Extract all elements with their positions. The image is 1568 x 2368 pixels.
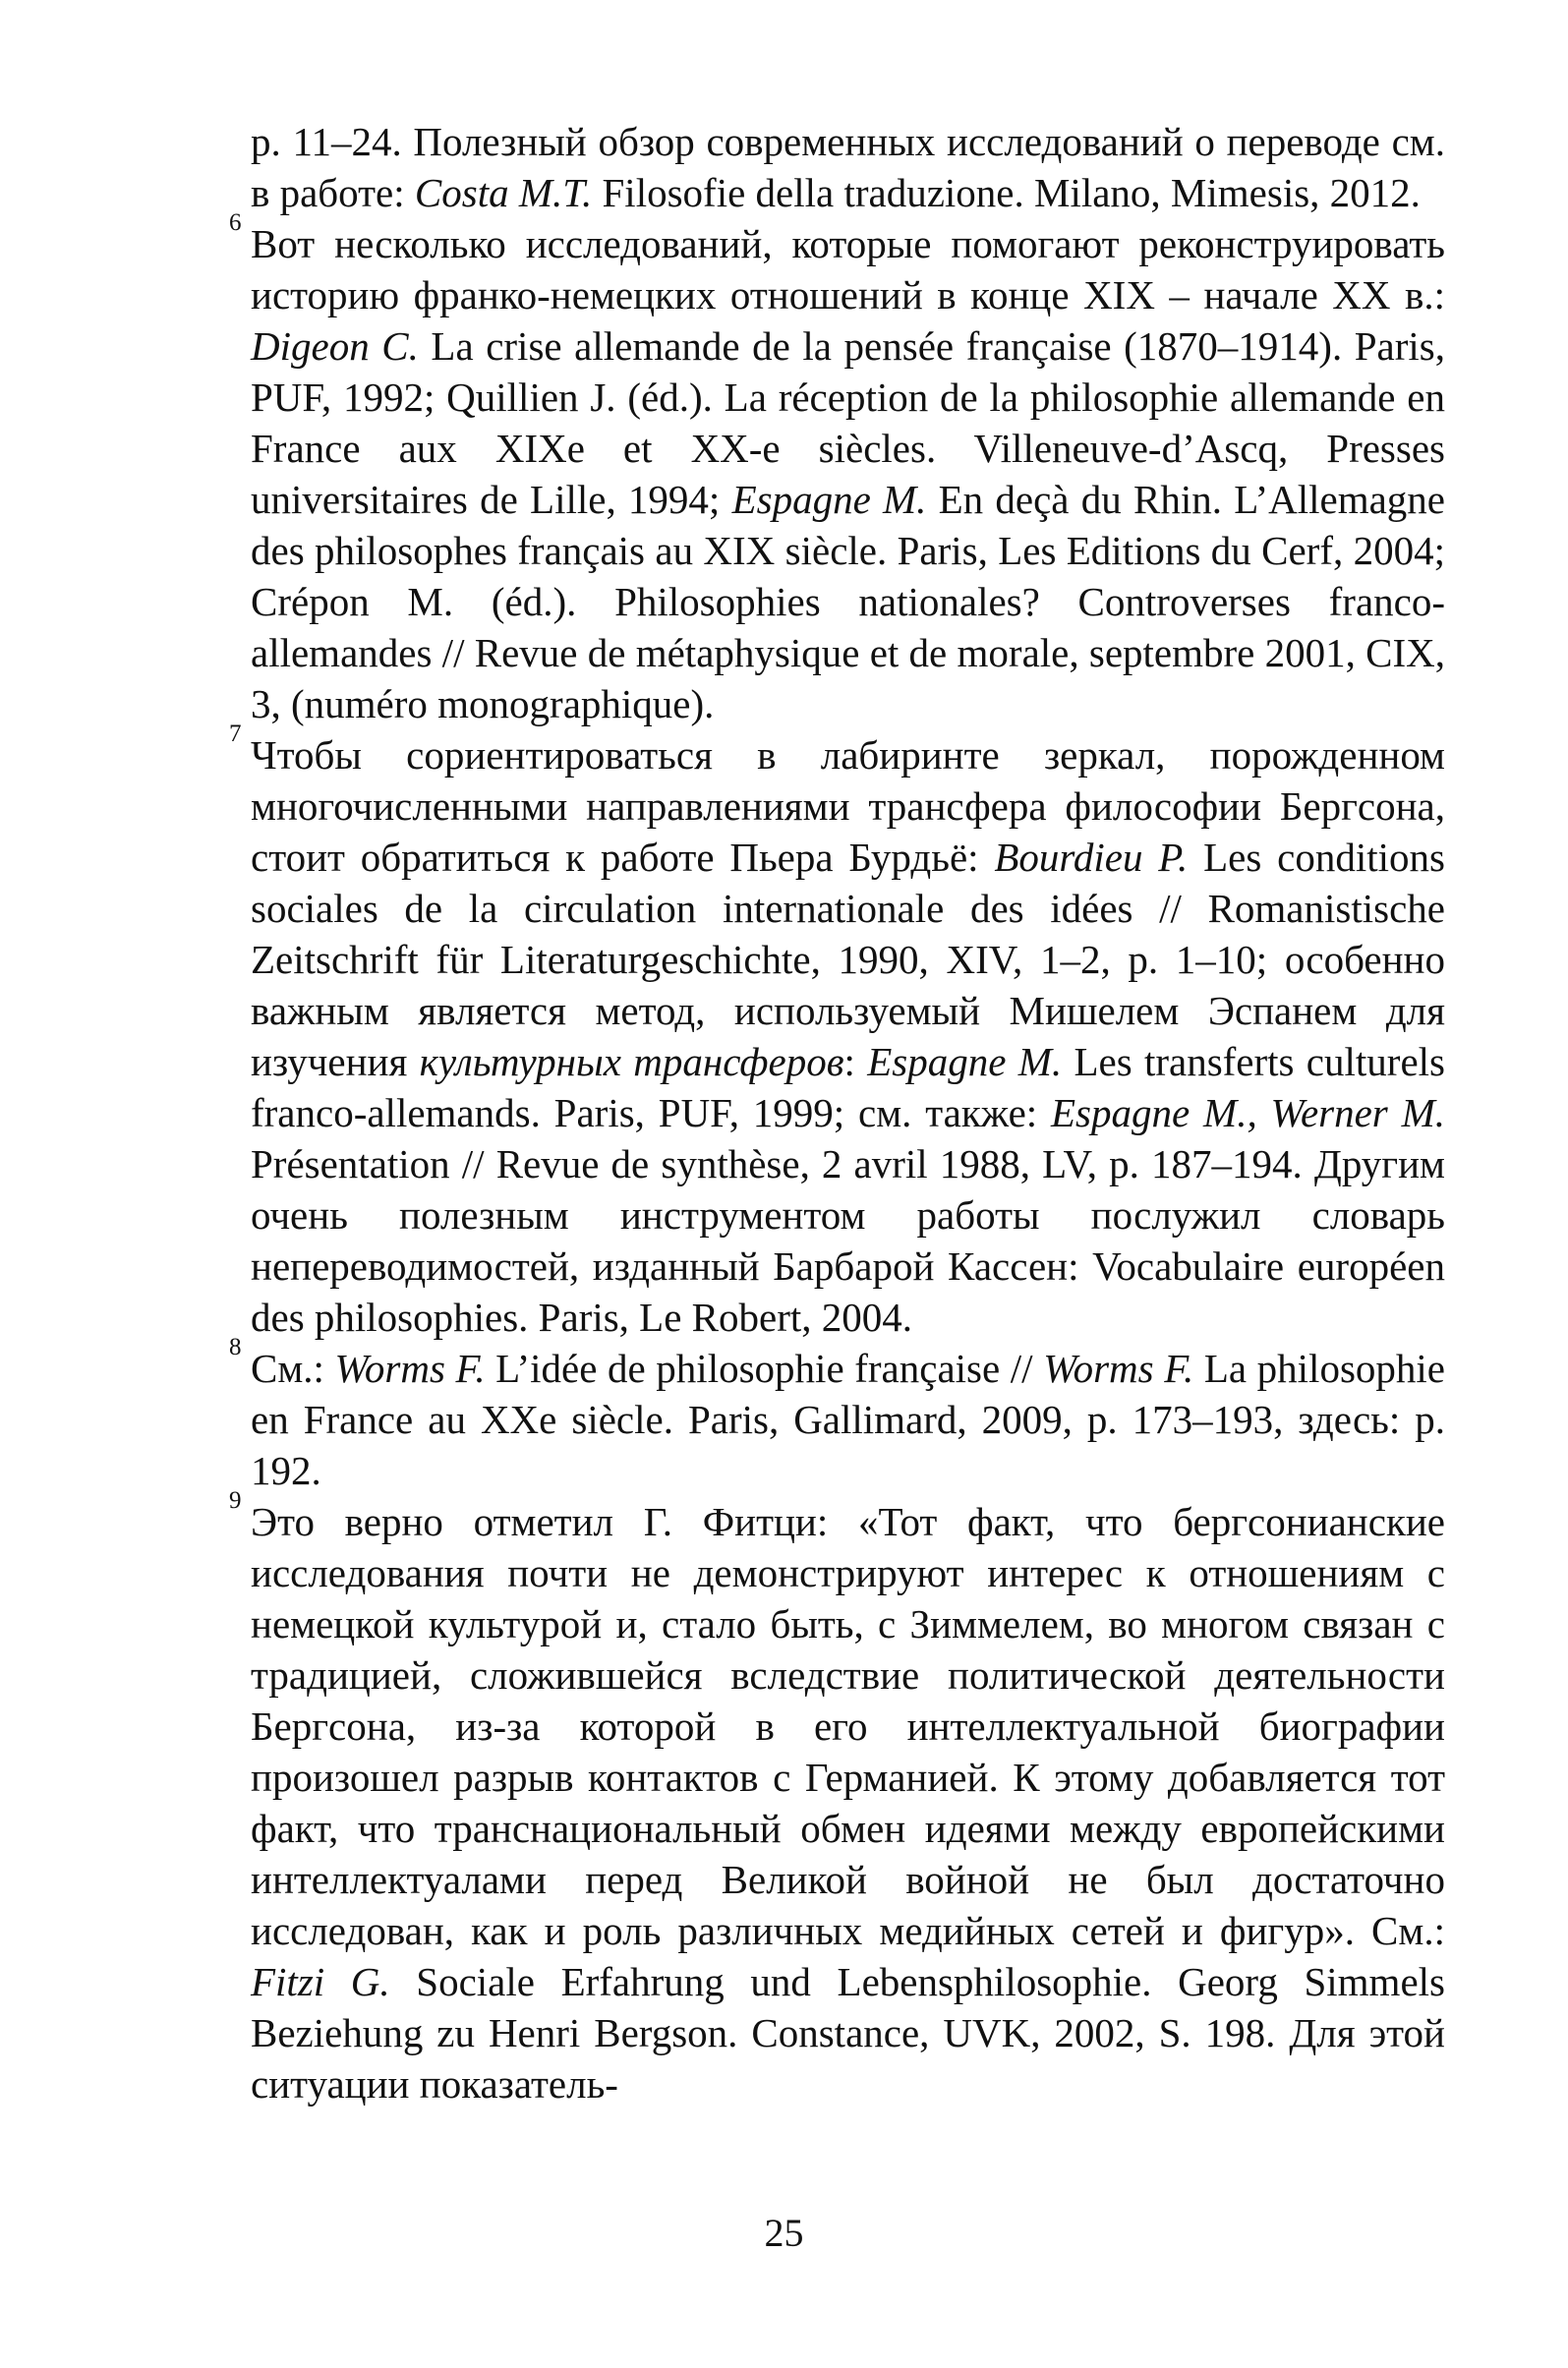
footnote-text: La philosophie en France au XXe siècle. Paris, Gallimard, 2009, p. 173–193, здесь: p. 192. [251, 1346, 1445, 1493]
footnote-italic-text: культурных трансферов [419, 1039, 844, 1084]
footnote-text: Чтобы сориентироваться в лабиринте зеркал, порожденном многочисленными направлениями трансфера философии Бергсона, стоит обратиться к работе Пьера Бурдьё: [251, 732, 1445, 880]
footnote-text: Filosofie della traduzione. Milano, Mimesis, 2012. [592, 170, 1421, 215]
footnote-text: Sociale Erfahrung und Lebensphilosophie. Georg Simmels Beziehung zu Henri Bergson. Constance, UVK, 2002, S. 198. Для этой ситуации показатель- [251, 1959, 1445, 2107]
footnote-italic-text: Bourdieu P. [994, 835, 1189, 880]
footnote-text: La crise allemande de la pensée française (1870–1914). Paris, PUF, 1992; Quillien J. (éd.). La réception de la philosophie allemande en France aux XIXe et XX-e siècles. Villeneuve-d’Ascq, Presses universitaires de Lille, 1994; [251, 323, 1445, 522]
footnote-number: 9 [229, 1487, 242, 1514]
footnote-italic-text: Espagne M. [867, 1039, 1063, 1084]
footnote [229, 209, 1445, 729]
footnote-number: 8 [229, 1334, 242, 1360]
footnote-text: Это верно отметил Г. Фитци: «Тот факт, что бергсонианские исследования почти не демонстрируют интерес к отношениям с немецкой культурой и, стало быть, с Зиммелем, во многом связан с традицией, сложившейся вследствие политической деятельности Бергсона, из-за которой в его интеллектуальной биографии произошел разрыв контактов с Германией. К этому добавляется тот факт, что транснациональный обмен идеями между европейскими интеллектуалами перед Великой войной не был достаточно исследован, как и роль различных медийных сетей и фигур». См.: [251, 1499, 1445, 1953]
footnote-text: : [843, 1039, 868, 1084]
footnotes-block [229, 116, 1445, 2109]
footnote-italic-text: Costa M.T. [414, 170, 593, 215]
footnote-italic-text: Digeon C. [251, 323, 419, 369]
footnote-text: Вот несколько исследований, которые помогают реконструировать историю франко-немецких отношений в конце XIX – начале XX в.: [251, 221, 1445, 318]
footnote-italic-text: Espagne M. [731, 477, 927, 522]
footnote [229, 721, 1445, 1343]
footnote [251, 116, 1445, 218]
footnote-number: 6 [229, 209, 242, 236]
footnote [229, 1487, 1445, 2109]
footnote-text: Présentation // Revue de synthèse, 2 avril 1988, LV, p. 187–194. Другим очень полезным инструментом работы послужил словарь непереводимостей, изданный Барбарой Кассен: Vocabulaire européen des philosophies. Paris, Le Robert, 2004. [251, 1141, 1445, 1340]
footnote-italic-text: Espagne M., Werner M. [1051, 1090, 1445, 1135]
footnote-text: См.: [251, 1346, 335, 1391]
footnote-italic-text: Fitzi G. [251, 1959, 390, 2004]
footnote-text: En deçà du Rhin. L’Allemagne des philosophes français au XIX siècle. Paris, Les Editions du Cerf, 2004; Crépon M. (éd.). Philosophies nationales? Controverses franco-allemandes // Revue de métaphysique et de morale, septembre 2001, CIX, 3, (numéro monographique). [251, 477, 1445, 726]
footnote-italic-text: Worms F. [334, 1346, 486, 1391]
footnote-text: L’idée de philosophie française // [485, 1346, 1044, 1391]
footnote-text: Les transferts culturels franco-allemands. Paris, PUF, 1999; см. также: [251, 1039, 1445, 1135]
footnote-text: Les conditions sociales de la circulation internationale des idées // Romanistische Zeitschrift für Literaturgeschichte, 1990, XIV, 1–2, p. 1–10; особенно важным является метод, используемый Мишелем Эспанем для изучения [251, 835, 1445, 1084]
footnote-italic-text: Worms F. [1043, 1346, 1194, 1391]
footnote-number: 7 [229, 721, 242, 747]
footnote [229, 1334, 1445, 1496]
page-number: 25 [764, 2211, 804, 2255]
footnote-text: p. 11–24. Полезный обзор современных исследований о переводе см. в работе: [251, 119, 1445, 215]
